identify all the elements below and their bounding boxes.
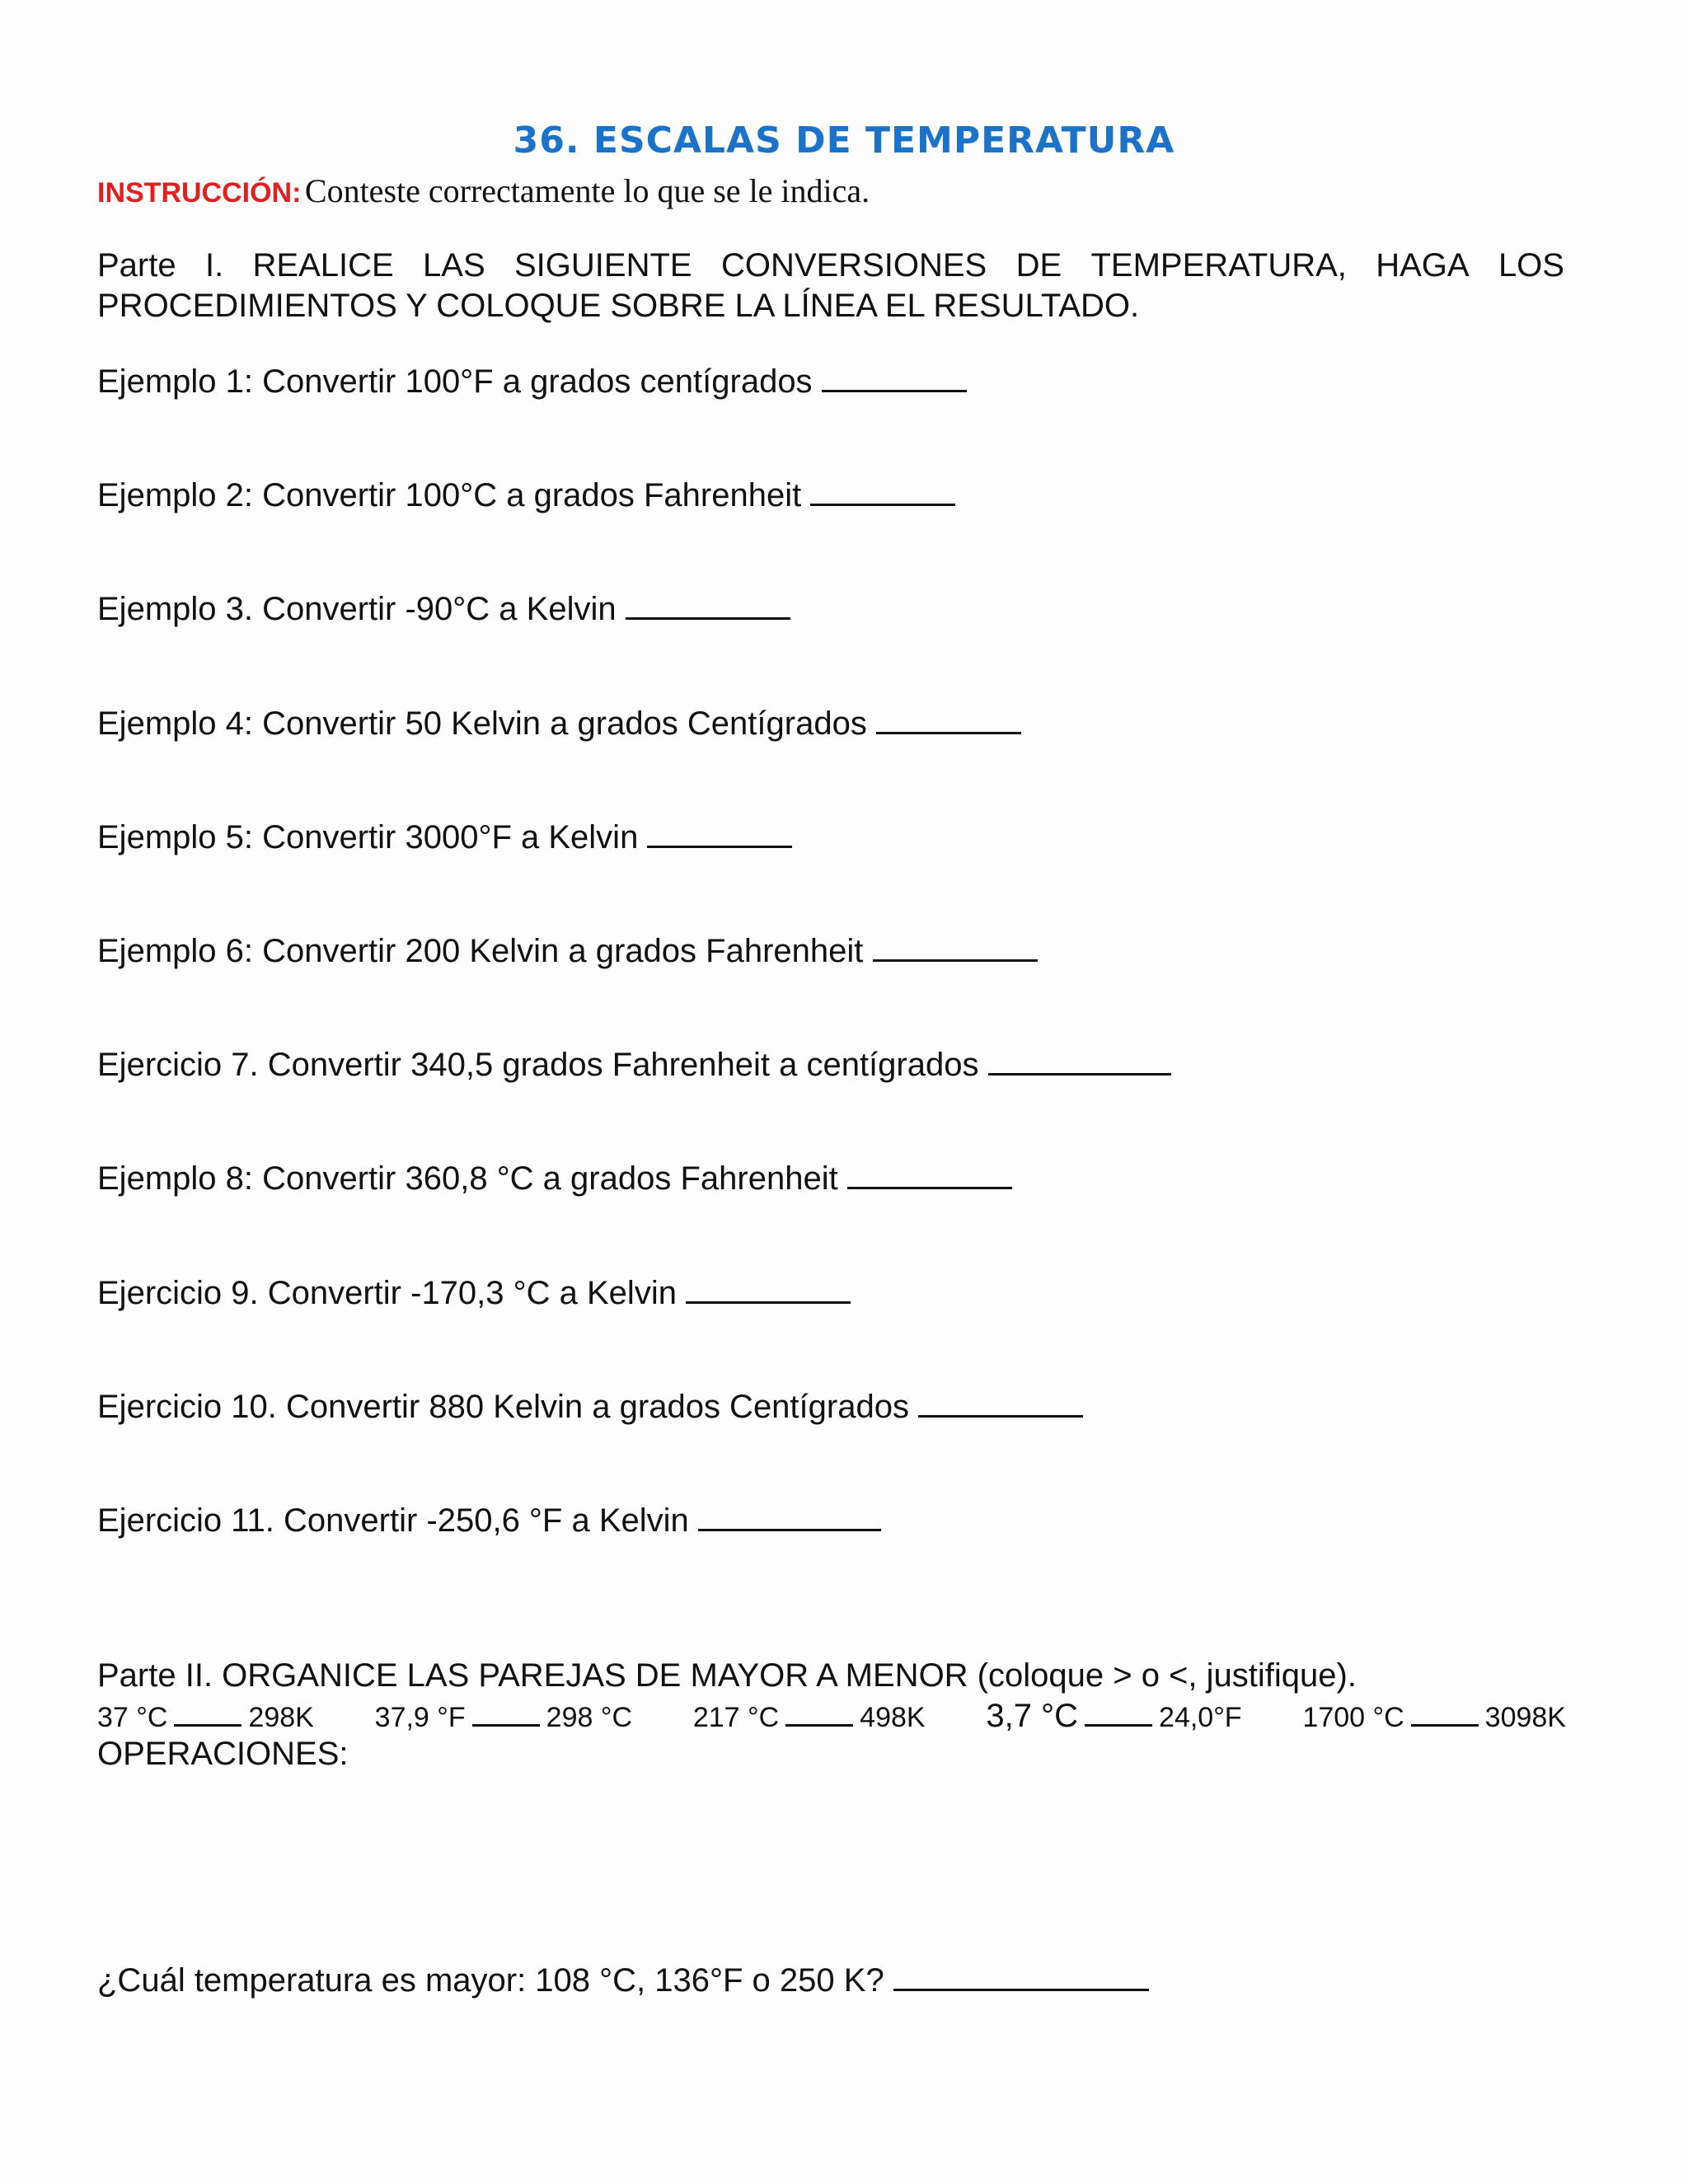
exercise-item	[97, 1274, 851, 1312]
exercise-item	[97, 932, 1038, 970]
comparison-blank[interactable]	[1411, 1703, 1479, 1727]
comparison-pair	[1302, 1702, 1566, 1734]
pair-right: 3098K	[1484, 1702, 1566, 1733]
exercise-item	[97, 705, 1021, 743]
answer-blank[interactable]	[873, 935, 1038, 962]
exercise-item	[97, 1046, 1171, 1084]
exercise-item	[97, 476, 955, 514]
question-text: ¿Cuál temperatura es mayor: 108 °C, 136°F o 250 K?	[97, 1962, 884, 1999]
pair-right: 24,0°F	[1159, 1702, 1242, 1733]
answer-blank[interactable]	[626, 593, 790, 620]
exercise-item	[97, 363, 967, 401]
pair-right: 298K	[248, 1702, 314, 1733]
final-question	[97, 1961, 1149, 1999]
operations-label: OPERACIONES:	[97, 1736, 349, 1772]
exercise-text: Ejemplo 8: Convertir 360,8 °C a grados Fahrenheit	[97, 1160, 838, 1197]
page-title: 36. ESCALAS DE TEMPERATURA	[513, 120, 1175, 162]
exercise-item	[97, 1388, 1083, 1426]
pair-right: 498K	[860, 1702, 926, 1733]
exercise-item	[97, 1160, 1012, 1197]
answer-blank[interactable]	[686, 1277, 851, 1304]
comparison-pair	[97, 1702, 314, 1734]
heading-word: HAGA	[1376, 247, 1470, 284]
instruction-text: Conteste correctamente lo que se le indica.	[304, 172, 870, 209]
answer-blank[interactable]	[988, 1048, 1171, 1076]
instruction-label: INSTRUCCIÓN:	[97, 177, 302, 209]
exercise-text: Ejemplo 1: Convertir 100°F a grados centígrados	[97, 363, 813, 400]
answer-blank[interactable]	[876, 707, 1021, 734]
part2-heading: Parte II. ORGANICE LAS PAREJAS DE MAYOR A MENOR (coloque > o <, justifique).	[97, 1657, 1357, 1694]
exercise-text: Ejercicio 11. Convertir -250,6 °F a Kelvin	[97, 1502, 689, 1539]
answer-blank[interactable]	[647, 821, 792, 848]
pair-left: 3,7 °C	[986, 1698, 1079, 1734]
heading-word: LAS	[423, 247, 485, 284]
pair-left: 217 °C	[692, 1702, 780, 1733]
heading-word: CONVERSIONES	[720, 247, 987, 284]
comparison-blank[interactable]	[785, 1703, 853, 1727]
exercise-text: Ejemplo 4: Convertir 50 Kelvin a grados Centígrados	[97, 705, 867, 742]
answer-blank[interactable]	[822, 365, 967, 392]
pair-left: 1700 °C	[1302, 1702, 1404, 1733]
comparison-pair	[986, 1698, 1241, 1735]
heading-word: Parte	[97, 247, 176, 284]
instruction	[97, 171, 870, 210]
exercise-item	[97, 1502, 881, 1540]
comparison-pairs	[97, 1698, 1566, 1735]
heading-word: I.	[204, 247, 224, 284]
exercise-item	[97, 590, 790, 628]
exercise-text: Ejercicio 7. Convertir 340,5 grados Fahrenheit a centígrados	[97, 1047, 979, 1083]
comparison-pair	[375, 1702, 632, 1734]
heading-word: TEMPERATURA,	[1090, 247, 1347, 284]
exercise-text: Ejercicio 10. Convertir 880 Kelvin a grados Centígrados	[97, 1389, 909, 1425]
answer-blank[interactable]	[698, 1504, 881, 1531]
part1-heading-line2: PROCEDIMIENTOS Y COLOQUE SOBRE LA LÍNEA EL RESULTADO.	[97, 288, 1140, 324]
comparison-pair	[693, 1702, 926, 1734]
answer-blank[interactable]	[893, 1964, 1149, 1991]
part1-heading-line1	[97, 247, 1564, 284]
pair-left: 37,9 °F	[374, 1702, 466, 1733]
comparison-blank[interactable]	[174, 1703, 241, 1727]
pair-right: 298 °C	[546, 1702, 632, 1733]
answer-blank[interactable]	[918, 1390, 1083, 1418]
heading-word: DE	[1015, 247, 1062, 284]
heading-word: SIGUIENTE	[514, 247, 692, 284]
heading-word: LOS	[1498, 247, 1564, 284]
exercise-text: Ejemplo 3. Convertir -90°C a Kelvin	[97, 591, 617, 627]
heading-word: REALICE	[252, 247, 394, 284]
comparison-blank[interactable]	[472, 1703, 540, 1727]
pair-left: 37 °C	[97, 1702, 168, 1733]
answer-blank[interactable]	[847, 1162, 1012, 1189]
comparison-blank[interactable]	[1085, 1703, 1152, 1727]
exercise-text: Ejemplo 2: Convertir 100°C a grados Fahrenheit	[97, 477, 802, 513]
exercise-text: Ejemplo 5: Convertir 3000°F a Kelvin	[97, 819, 639, 855]
exercise-item	[97, 818, 792, 856]
answer-blank[interactable]	[810, 479, 955, 506]
exercise-text: Ejemplo 6: Convertir 200 Kelvin a grados Fahrenheit	[97, 933, 864, 969]
exercise-text: Ejercicio 9. Convertir -170,3 °C a Kelvin	[97, 1275, 677, 1311]
